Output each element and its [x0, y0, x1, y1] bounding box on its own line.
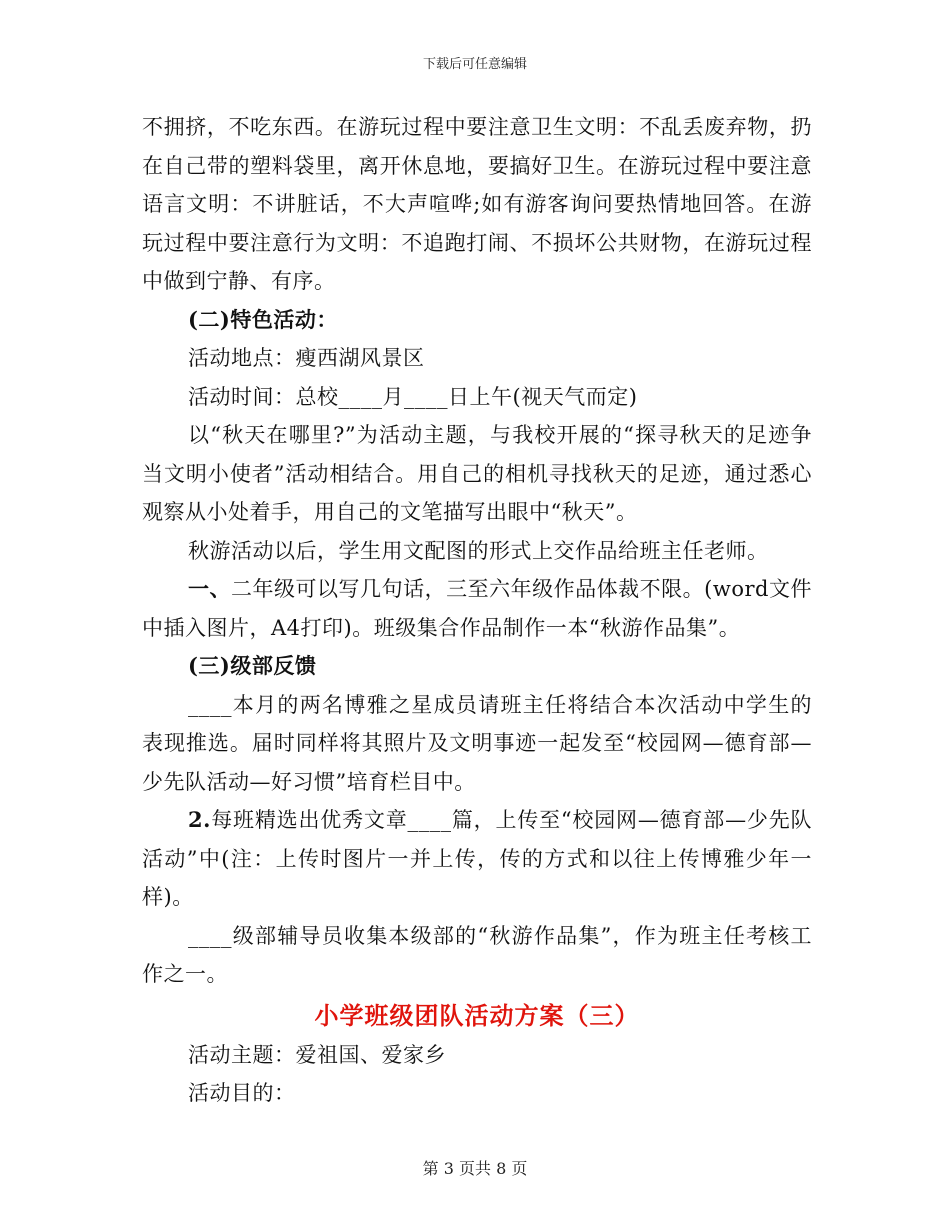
page-footer-pagination: 第 3 页共 8 页: [422, 1159, 528, 1178]
paragraph-hygiene: 不拥挤，不吃东西。在游玩过程中要注意卫生文明：不乱丢废弃物，扔在自己带的塑料袋里，离开休息地，要搞好卫生。在游玩过程中要注意语言文明：不讲脏话，不大声喧哗;如有游客询问要热情地回答。在游玩过程中要注意行为文明：不追跑打闹、不损坏公共财物，在游玩过程中做到宁静、有序。: [142, 115, 812, 293]
feedback-item-3: ____级部辅导员收集本级部的“秋游作品集”，作为班主任考核工作之一。: [142, 923, 812, 986]
feedback-item-2: [142, 801, 812, 917]
list-item-1: [142, 570, 812, 647]
activity-time: 活动时间：总校____月____日上午(视天气而定): [188, 384, 638, 409]
paragraph-submission: 秋游活动以后，学生用文配图的形式上交作品给班主任老师。: [188, 538, 769, 563]
feedback-item-2-text: 每班精选出优秀文章____篇，上传至“校园网—德育部—少先队活动”中(注：上传时图片一并上传，传的方式和以往上传博雅少年一样)。: [142, 808, 812, 909]
section-heading: 小学班级团队活动方案（三）: [314, 1001, 640, 1030]
feedback-item-2-prefix: 2.: [188, 807, 211, 832]
activity-location: 活动地点：瘦西湖风景区: [188, 346, 425, 370]
subsection-title-special-activity: (二)特色活动：: [188, 306, 338, 332]
activity-theme: 活动主题：爱祖国、爱家乡: [188, 1042, 446, 1067]
activity-purpose: 活动目的：: [188, 1081, 296, 1105]
list-item-1-prefix: 一、: [188, 576, 232, 601]
paragraph-theme: 以“秋天在哪里?”为活动主题，与我校开展的“探寻秋天的足迹争当文明小使者”活动相结合。用自己的相机寻找秋天的足迹，通过悉心观察从小处着手，用自己的文笔描写出眼中“秋天”。: [142, 423, 812, 524]
subsection-title-feedback: (三)级部反馈: [188, 653, 317, 678]
document-body: [142, 108, 812, 1113]
page-header-note: 下载后可任意编辑: [422, 57, 527, 72]
feedback-item-1: ____本月的两名博雅之星成员请班主任将结合本次活动中学生的表现推选。届时同样将其照片及文明事迹一起发至“校园网—德育部—少先队活动—好习惯”培育栏目中。: [142, 692, 812, 794]
list-item-1-text: 二年级可以写几句话，三至六年级作品体裁不限。(word文件中插入图片，A4打印)。班级集合作品制作一本“秋游作品集”。: [142, 577, 812, 640]
